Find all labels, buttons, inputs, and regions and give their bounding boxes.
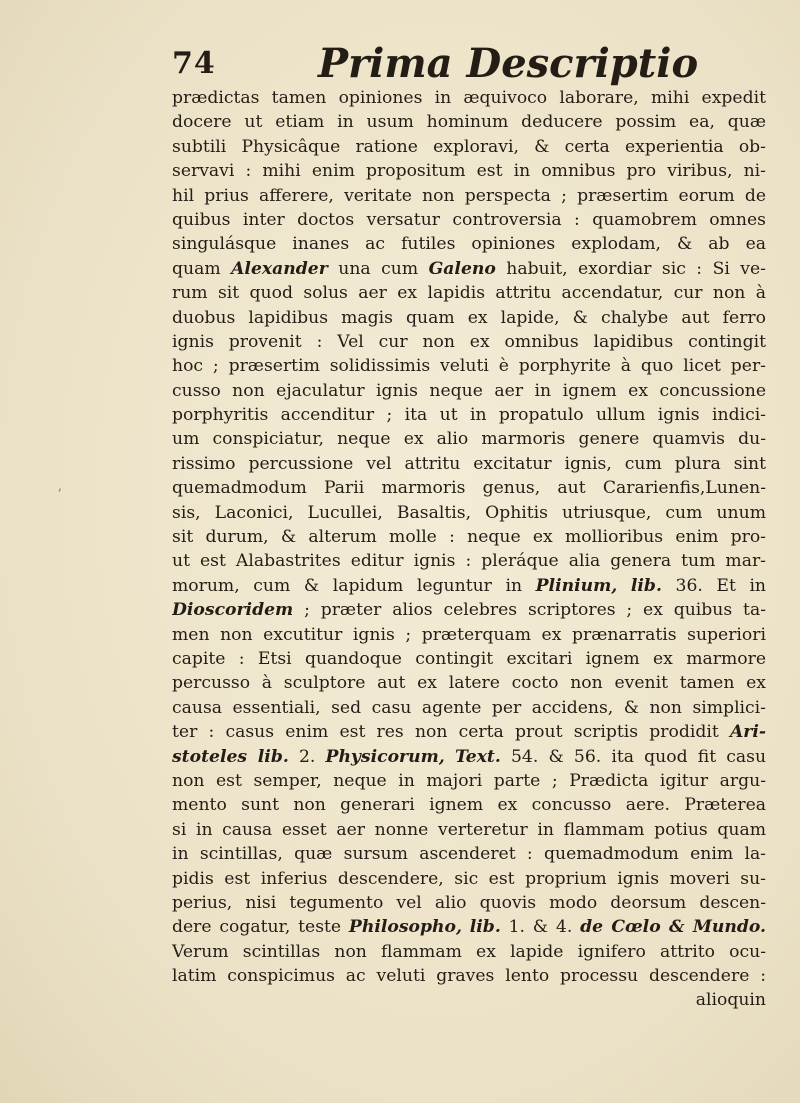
text-line (172, 720, 766, 744)
text-segment: perius, nisi tegumento vel alio quovis modo deorsum descen- (172, 892, 766, 913)
text-line (172, 501, 766, 525)
text-line (172, 525, 766, 549)
text-segment: um conspiciatur, neque ex alio marmoris genere quamvis du- (172, 429, 766, 450)
italic-text: Text. (454, 746, 501, 767)
text-segment: causa essentiali, sed casu agente per accidens, & non simplici- (172, 697, 766, 718)
text-line (172, 793, 766, 817)
text-segment: pidis est inferius descendere, sic est proprium ignis moveri su- (172, 868, 766, 889)
italic-text: Ari- (729, 722, 766, 743)
running-title: Prima Descriptio (318, 40, 699, 87)
text-line (172, 232, 766, 256)
text-line (172, 452, 766, 476)
text-segment: morum, cum & lapidum leguntur in (172, 575, 536, 596)
text-segment: ignis provenit : Vel cur non ex omnibus lapidibus contingit (172, 331, 766, 352)
text-segment: ; præter alios celebres scriptores ; ex quibus ta- (293, 600, 766, 621)
text-segment: alioquin (695, 990, 766, 1011)
page-header (170, 40, 770, 88)
text-segment (445, 747, 455, 767)
text-line (172, 549, 766, 573)
text-line (172, 427, 766, 451)
margin-mark: ʼ (57, 487, 62, 503)
text-line (172, 818, 766, 842)
text-line (172, 623, 766, 647)
text-segment: subtili Physicâque ratione exploravi, & certa experientia ob- (172, 136, 766, 157)
text-segment: servavi : mihi enim propositum est in omnibus pro viribus, ni- (172, 161, 766, 182)
page-number: 74 (172, 46, 216, 81)
text-segment: habuit, exordiar sic : Si ve- (495, 258, 766, 279)
text-segment: non est semper, neque in majori parte ; Prædicta igitur argu- (172, 770, 766, 791)
text-segment: sit durum, & alterum molle : neque ex mollioribus enim pro- (172, 527, 766, 548)
text-line (172, 647, 766, 671)
text-line (172, 159, 766, 183)
text-line (172, 135, 766, 159)
text-line (172, 842, 766, 866)
italic-text: Dioscoridem (172, 600, 294, 621)
text-line (172, 940, 766, 964)
italic-text: Galeno (428, 258, 496, 279)
text-segment: quam (172, 258, 232, 279)
text-line (172, 354, 766, 378)
text-segment: porphyritis accenditur ; ita ut in propatulo ullum ignis indici- (172, 405, 766, 426)
text-segment: 54. & 56. ita quod fit casu (500, 746, 766, 767)
text-line (172, 915, 766, 939)
text-segment: hil prius afferere, veritate non perspecta ; præsertim eorum de (172, 185, 766, 206)
body-text (172, 86, 766, 1013)
italic-text: lib. (630, 575, 662, 596)
text-line (172, 598, 766, 622)
text-segment: 36. Et in (661, 575, 766, 596)
italic-text: Plinium, (535, 575, 618, 596)
italic-text: Physicorum, (325, 746, 445, 767)
text-segment: 1. & 4. (500, 917, 581, 938)
text-line (172, 988, 766, 1012)
text-line (172, 769, 766, 793)
text-segment: cusso non ejaculatur ignis neque aer in ignem ex concussione (172, 380, 766, 401)
text-segment: latim conspicimus ac veluti graves lento processu descendere : (172, 966, 766, 987)
text-line (172, 330, 766, 354)
text-segment (617, 576, 631, 596)
text-segment: duobus lapidibus magis quam ex lapide, & chalybe aut ferro (172, 307, 766, 328)
text-segment: capite : Etsi quandoque contingit excitari ignem ex marmore (172, 648, 766, 669)
text-segment: 2. (288, 746, 326, 767)
italic-text: Alexander (231, 258, 328, 279)
text-segment: una cum (327, 258, 429, 279)
text-segment: quibus inter doctos versatur controversia : quamobrem omnes (172, 209, 766, 230)
text-line (172, 671, 766, 695)
text-segment (462, 917, 470, 937)
text-line (172, 184, 766, 208)
text-segment: si in causa esset aer nonne verteretur in flammam potius quam (172, 819, 766, 840)
text-segment: dere cogatur, teste (172, 917, 349, 938)
text-line (172, 867, 766, 891)
text-line (172, 891, 766, 915)
text-segment: men non excutitur ignis ; præterquam ex prænarratis superiori (172, 624, 766, 645)
text-segment: quemadmodum Parii marmoris genus, aut Cararienfis,Lunen- (172, 478, 766, 499)
text-line (172, 208, 766, 232)
text-segment: prædictas tamen opiniones in æquivoco laborare, mihi expedit (172, 88, 766, 108)
text-segment: in scintillas, quæ sursum ascenderet : quemadmodum enim la- (172, 844, 766, 865)
text-line (172, 745, 766, 769)
text-segment: singulásque inanes ac futiles opiniones explodam, & ab ea (172, 234, 766, 255)
text-segment: rum sit quod solus aer ex lapidis attritu accendatur, cur non à (172, 283, 766, 304)
text-line (172, 257, 766, 281)
text-line (172, 86, 766, 110)
italic-text: Philosopho, (348, 917, 462, 938)
text-line (172, 306, 766, 330)
text-segment: mento sunt non generari ignem ex concusso aere. Præterea (172, 795, 766, 816)
text-segment: docere ut etiam in usum hominum deducere possim ea, quæ (172, 112, 766, 133)
italic-text: lib. (469, 917, 501, 938)
text-line (172, 110, 766, 134)
text-line (172, 281, 766, 305)
text-line (172, 403, 766, 427)
text-line (172, 379, 766, 403)
text-line (172, 476, 766, 500)
text-segment: Verum scintillas non flammam ex lapide ignifero attrito ocu- (172, 941, 766, 962)
text-segment: rissimo percussione vel attritu excitatur ignis, cum plura sint (172, 453, 766, 474)
text-line (172, 964, 766, 988)
text-segment: hoc ; præsertim solidissimis veluti è porphyrite à quo licet per- (172, 356, 766, 377)
text-segment: sis, Laconici, Lucullei, Basaltis, Ophitis utriusque, cum unum (172, 502, 766, 523)
italic-text: stoteles lib. (172, 746, 289, 767)
text-segment: ut est Alabastrites editur ignis : pleráque alia genera tum mar- (172, 551, 766, 572)
italic-text: de Cœlo & Mundo. (580, 917, 766, 938)
text-line (172, 696, 766, 720)
text-line (172, 574, 766, 598)
text-segment: ter : casus enim est res non certa prout scriptis prodidit (172, 722, 730, 743)
text-segment: percusso à sculptore aut ex latere cocto non evenit tamen ex (172, 673, 766, 694)
